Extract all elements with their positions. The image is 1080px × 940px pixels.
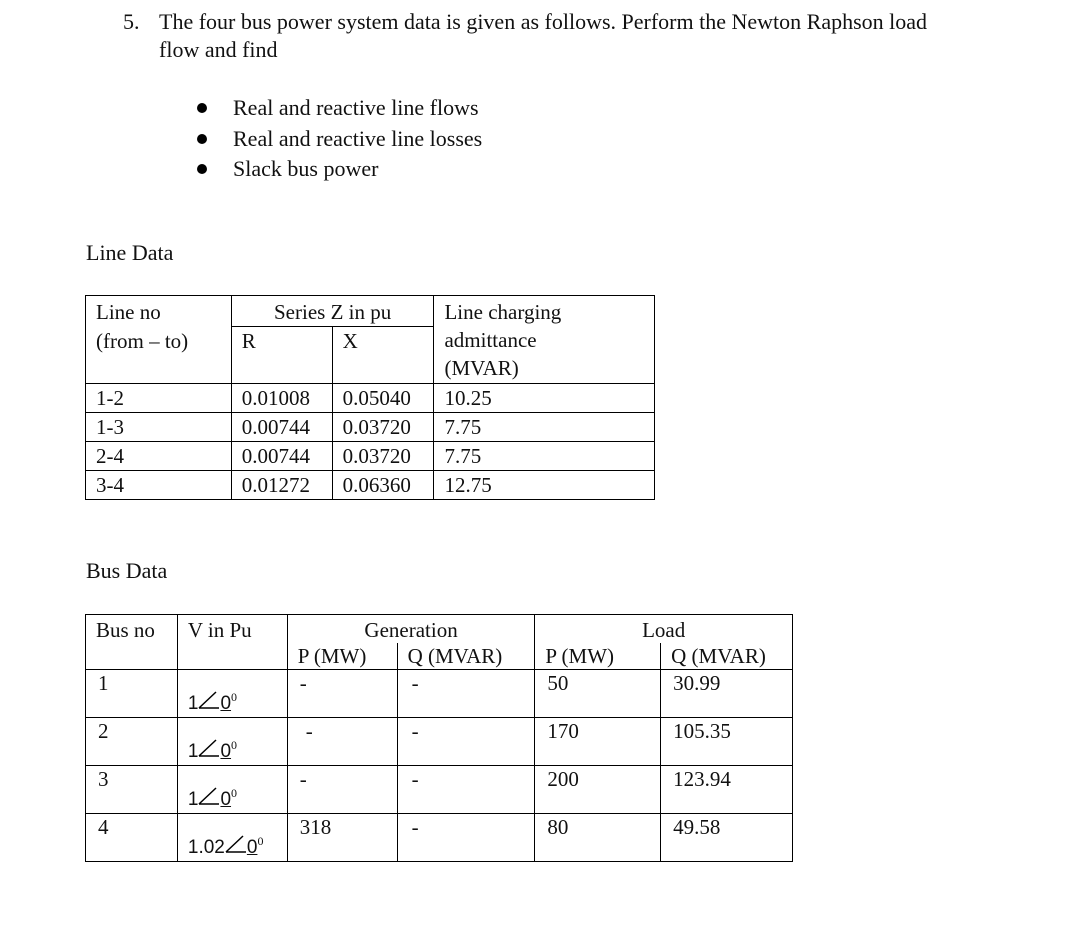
line-data-table: [85, 295, 655, 500]
cell-x: 0.03720: [332, 413, 434, 442]
header-line-no-text: Line no: [96, 300, 161, 324]
cell-voltage: 1 $0^0$: [177, 766, 287, 814]
bus-data-heading: Bus Data: [86, 558, 168, 583]
cell-x: 0.05040: [332, 384, 434, 413]
cell-charging: 7.75: [434, 442, 655, 471]
cell-load-p: 50: [535, 670, 661, 718]
angle-icon: [198, 690, 220, 710]
cell-load-q: 105.35: [661, 718, 793, 766]
cell-line: 2-4: [86, 442, 232, 471]
cell-x: 0.03720: [332, 442, 434, 471]
cell-bus: 2: [86, 718, 178, 766]
cell-gen-q: -: [397, 814, 535, 862]
cell-load-p: 200: [535, 766, 661, 814]
header-charging-sub: admittance: [444, 328, 537, 352]
header-gen-q: Q (MVAR): [397, 643, 535, 670]
cell-r: 0.00744: [231, 442, 332, 471]
header-charging-text: Line charging: [444, 300, 562, 324]
table-row: [86, 471, 655, 500]
header-load-p: P (MW): [535, 643, 661, 670]
cell-charging: 7.75: [434, 413, 655, 442]
header-generation: Generation: [287, 615, 535, 644]
cell-load-q: 30.99: [661, 670, 793, 718]
header-x: X: [332, 327, 434, 384]
cell-gen-p: -: [287, 670, 397, 718]
header-line-no: [86, 296, 232, 384]
cell-gen-p: -: [287, 766, 397, 814]
voltage-angle: 0: [220, 693, 232, 714]
table-row: [86, 718, 793, 766]
table-row: [86, 442, 655, 471]
cell-r: 0.01008: [231, 384, 332, 413]
angle-icon: [198, 738, 220, 758]
cell-charging: 10.25: [434, 384, 655, 413]
table-row: [86, 413, 655, 442]
cell-gen-q: -: [397, 670, 535, 718]
bullet-icon: [197, 134, 207, 144]
header-r: R: [231, 327, 332, 384]
line-data-heading: Line Data: [86, 240, 174, 265]
cell-voltage: 1 $0^0$: [177, 718, 287, 766]
header-line-no-sub: (from – to): [96, 329, 189, 353]
cell-bus: 4: [86, 814, 178, 862]
cell-gen-p: 318: [287, 814, 397, 862]
header-bus-no: Bus no: [86, 615, 178, 670]
cell-r: 0.01272: [231, 471, 332, 500]
voltage-magnitude: 1.02: [187, 837, 225, 858]
cell-load-p: 170: [535, 718, 661, 766]
cell-line: 3-4: [86, 471, 232, 500]
bullet-icon: [197, 103, 207, 113]
header-load: Load: [535, 615, 793, 644]
cell-bus: 1: [86, 670, 178, 718]
bus-data-table: [85, 614, 793, 862]
table-row: [86, 766, 793, 814]
table-row: [86, 814, 793, 862]
question-text-line1: The four bus power system data is given as follows. Perform the Newton Raphson load: [159, 9, 928, 34]
table-row: [86, 670, 793, 718]
cell-load-q: 123.94: [661, 766, 793, 814]
question-text-line2: flow and find: [159, 37, 278, 62]
cell-x: 0.06360: [332, 471, 434, 500]
header-charging-unit: (MVAR): [444, 356, 519, 380]
voltage-magnitude: 1: [187, 741, 199, 762]
cell-line: 1-3: [86, 413, 232, 442]
cell-charging: 12.75: [434, 471, 655, 500]
bullet-item: Real and reactive line flows: [233, 95, 479, 120]
cell-load-p: 80: [535, 814, 661, 862]
header-load-q: Q (MVAR): [661, 643, 793, 670]
angle-icon: [198, 786, 220, 806]
voltage-angle: 0: [220, 789, 232, 810]
question-number: 5.: [123, 9, 140, 34]
header-voltage: V in Pu: [177, 615, 287, 670]
angle-icon: [225, 834, 247, 854]
voltage-angle: 0: [246, 837, 258, 858]
bullet-item: Slack bus power: [233, 156, 379, 181]
bullet-item: Real and reactive line losses: [233, 126, 483, 151]
table-header-row: [86, 296, 655, 327]
cell-line: 1-2: [86, 384, 232, 413]
voltage-magnitude: 1: [187, 693, 199, 714]
table-row: [86, 384, 655, 413]
cell-bus: 3: [86, 766, 178, 814]
header-line-charging: [434, 296, 655, 384]
cell-r: 0.00744: [231, 413, 332, 442]
table-header-row: [86, 615, 793, 644]
voltage-angle: 0: [220, 741, 232, 762]
header-gen-p: P (MW): [287, 643, 397, 670]
cell-gen-p: -: [287, 718, 397, 766]
cell-gen-q: -: [397, 718, 535, 766]
cell-gen-q: -: [397, 766, 535, 814]
header-series-z: Series Z in pu: [231, 296, 434, 327]
bullet-icon: [197, 164, 207, 174]
cell-voltage: 1 $0^0$: [177, 670, 287, 718]
cell-load-q: 49.58: [661, 814, 793, 862]
cell-voltage: 1.02 $0^0$: [177, 814, 287, 862]
voltage-magnitude: 1: [187, 789, 199, 810]
